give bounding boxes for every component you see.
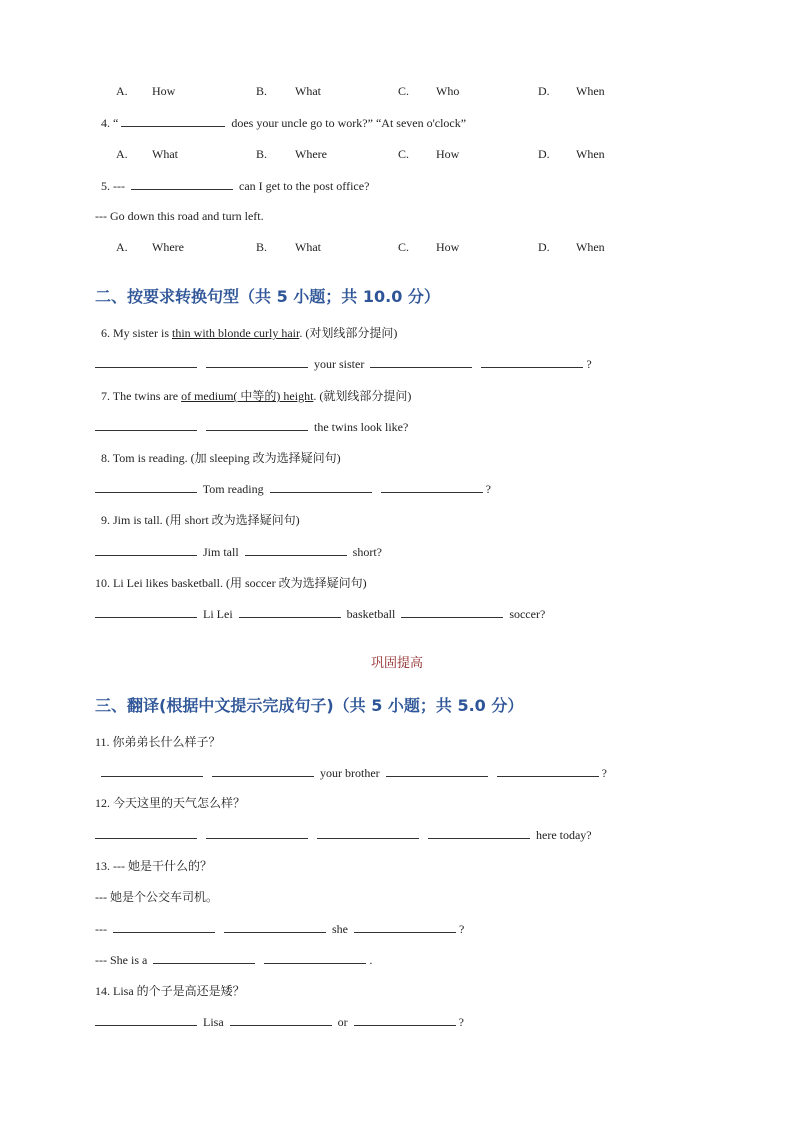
option-text: How xyxy=(436,147,460,161)
option-text: Who xyxy=(436,84,460,98)
answer-blank[interactable] xyxy=(370,356,472,368)
answer-blank[interactable] xyxy=(95,827,197,839)
answer-blank[interactable] xyxy=(481,356,583,368)
question-13-answer-line-1 xyxy=(95,921,464,937)
answer-blank[interactable] xyxy=(239,606,341,618)
answer-blank[interactable] xyxy=(401,606,503,618)
option-letter: B. xyxy=(256,147,268,161)
question-text: can I get to the post office? xyxy=(239,179,370,193)
question-4 xyxy=(101,115,466,131)
answer-fixed-text: ? xyxy=(485,482,491,496)
answer-fixed-text: basketball xyxy=(346,607,396,621)
answer-blank[interactable] xyxy=(121,115,225,127)
answer-fixed-text: soccer? xyxy=(509,607,546,621)
question-11: 11. 你弟弟长什么样子？ xyxy=(95,735,221,749)
answer-fixed-text: or xyxy=(337,1015,348,1029)
question-text: 7. The twins are xyxy=(101,389,182,403)
answer-blank[interactable] xyxy=(95,419,197,431)
answer-blank[interactable] xyxy=(354,921,456,933)
option-text: What xyxy=(295,240,321,254)
answer-fixed-text: she xyxy=(332,922,348,936)
question-instruction: . (对划线部分提问) xyxy=(299,326,398,340)
answer-blank[interactable] xyxy=(497,765,599,777)
answer-fixed-text: ? xyxy=(458,1015,464,1029)
answer-blank[interactable] xyxy=(113,921,215,933)
question-12-answer-line xyxy=(92,827,592,843)
option-letter: B. xyxy=(256,84,268,98)
question-instruction: . (就划线部分提问) xyxy=(313,389,412,403)
option-letter: C. xyxy=(398,240,410,254)
answer-blank[interactable] xyxy=(153,952,255,964)
answer-blank[interactable] xyxy=(206,827,308,839)
question-8-answer-line xyxy=(92,481,491,497)
option-text: What xyxy=(152,147,178,161)
question-5 xyxy=(101,178,369,194)
question-13-reply-cn: --- 她是个公交车司机。 xyxy=(95,890,218,904)
question-5-reply: --- Go down this road and turn left. xyxy=(95,209,264,223)
question-text: does your uncle go to work?” “At seven o'clock” xyxy=(231,116,467,130)
answer-blank[interactable] xyxy=(95,1014,197,1026)
section-2-heading: 二、按要求转换句型（共 5 小题；共 10.0 分） xyxy=(95,287,440,306)
question-9-answer-line xyxy=(92,544,382,560)
answer-blank[interactable] xyxy=(264,952,366,964)
option-text: How xyxy=(436,240,460,254)
option-text: Where xyxy=(295,147,327,161)
answer-fixed-text: ? xyxy=(586,357,592,371)
option-letter: A. xyxy=(116,147,128,161)
question-6-answer-line xyxy=(92,356,592,372)
answer-blank[interactable] xyxy=(230,1014,332,1026)
answer-blank[interactable] xyxy=(206,356,308,368)
answer-fixed-text: . xyxy=(369,953,373,967)
answer-fixed-text: Lisa xyxy=(203,1015,224,1029)
option-text: When xyxy=(576,240,605,254)
answer-blank[interactable] xyxy=(381,481,483,493)
option-letter: A. xyxy=(116,240,128,254)
option-text: When xyxy=(576,147,605,161)
question-14-answer-line xyxy=(92,1014,464,1030)
answer-blank[interactable] xyxy=(95,606,197,618)
answer-blank[interactable] xyxy=(95,481,197,493)
answer-fixed-text: Tom reading xyxy=(202,482,264,496)
answer-fixed-text: short? xyxy=(352,545,382,559)
answer-blank[interactable] xyxy=(386,765,488,777)
answer-fixed-text: ? xyxy=(601,766,607,780)
question-13-answer-line-2 xyxy=(95,952,372,968)
option-text: What xyxy=(295,84,321,98)
question-11-answer-line xyxy=(98,765,607,781)
answer-blank[interactable] xyxy=(206,419,308,431)
option-letter: D. xyxy=(538,147,550,161)
answer-blank[interactable] xyxy=(101,765,203,777)
question-12: 12. 今天这里的天气怎么样？ xyxy=(95,796,246,810)
answer-blank[interactable] xyxy=(212,765,314,777)
question-text: 6. My sister is xyxy=(101,326,173,340)
answer-blank[interactable] xyxy=(131,178,233,190)
answer-fixed-text: your brother xyxy=(320,766,380,780)
question-13: 13. --- 她是干什么的？ xyxy=(95,859,212,873)
underlined-phrase: of medium( 中等的) height xyxy=(181,389,314,403)
question-number: 4. “ xyxy=(101,116,119,130)
answer-blank[interactable] xyxy=(354,1014,456,1026)
answer-blank[interactable] xyxy=(317,827,419,839)
option-letter: A. xyxy=(116,84,128,98)
answer-blank[interactable] xyxy=(95,356,197,368)
option-letter: B. xyxy=(256,240,268,254)
answer-fixed-text: ? xyxy=(459,922,465,936)
answer-blank[interactable] xyxy=(428,827,530,839)
question-10: 10. Li Lei likes basketball. (用 soccer 改为选择疑问句) xyxy=(95,576,367,590)
question-7-answer-line xyxy=(92,419,408,435)
option-text: Where xyxy=(152,240,184,254)
answer-blank[interactable] xyxy=(270,481,372,493)
option-letter: C. xyxy=(398,147,410,161)
question-6 xyxy=(101,325,397,341)
answer-blank[interactable] xyxy=(245,544,347,556)
option-letter: C. xyxy=(398,84,410,98)
section-divider-label: 巩固提高 xyxy=(370,656,423,671)
question-9: 9. Jim is tall. (用 short 改为选择疑问句) xyxy=(101,513,300,527)
question-7 xyxy=(101,388,411,404)
question-10-answer-line xyxy=(92,606,545,622)
option-letter: D. xyxy=(538,240,550,254)
question-14: 14. Lisa 的个子是高还是矮？ xyxy=(95,984,245,998)
question-8: 8. Tom is reading. (加 sleeping 改为选择疑问句) xyxy=(101,451,341,465)
answer-fixed-text: here today? xyxy=(536,828,592,842)
option-letter: D. xyxy=(538,84,550,98)
answer-fixed-text: --- She is a xyxy=(95,953,148,967)
option-text: When xyxy=(576,84,605,98)
underlined-phrase: thin with blonde curly hair xyxy=(172,326,300,340)
section-3-heading: 三、翻译(根据中文提示完成句子)（共 5 小题；共 5.0 分） xyxy=(95,696,524,715)
answer-blank[interactable] xyxy=(224,921,326,933)
answer-fixed-text: the twins look like? xyxy=(314,420,409,434)
answer-fixed-text: Li Lei xyxy=(203,607,233,621)
answer-blank[interactable] xyxy=(95,544,197,556)
answer-fixed-text: Jim tall xyxy=(203,545,239,559)
question-number: 5. --- xyxy=(101,179,125,193)
answer-fixed-text: your sister xyxy=(314,357,365,371)
answer-fixed-text: --- xyxy=(95,922,107,936)
option-text: How xyxy=(152,84,176,98)
